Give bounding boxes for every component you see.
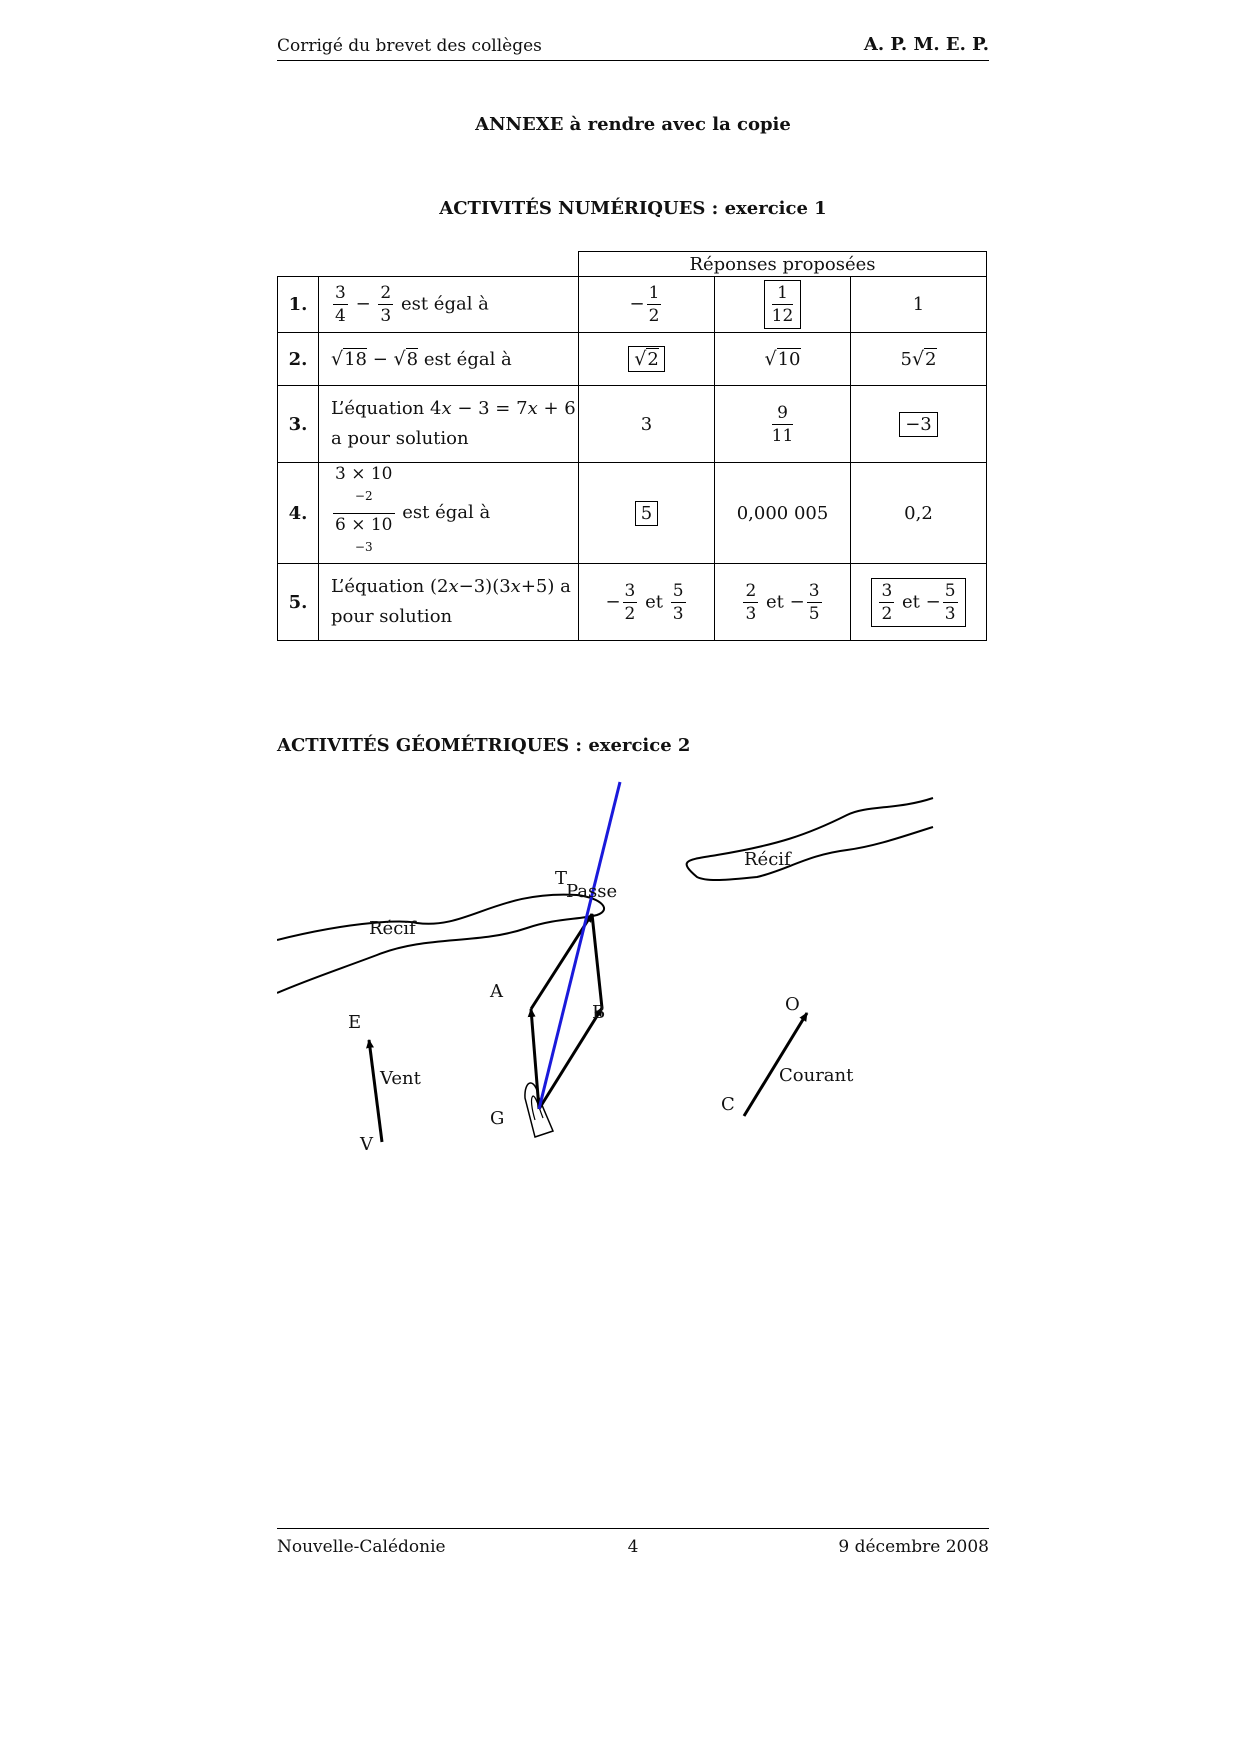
label-b: B <box>592 1002 606 1023</box>
answer-4c: 0,2 <box>851 463 987 564</box>
question-5: L’équation (2x−3)(3x+5) a pour solution <box>319 564 579 641</box>
left-reef <box>277 895 604 993</box>
label-recif-right: Récif <box>744 849 791 870</box>
footer-location: Nouvelle-Calédonie <box>277 1537 446 1557</box>
label-c: C <box>721 1094 735 1115</box>
page-footer <box>277 1528 989 1555</box>
question-4: 3 × 10 $^{-2}$ 6 × 10 $^{-3}$ est égal à <box>319 463 579 564</box>
answer-3c-correct: −3 <box>851 386 987 463</box>
header-apmep: A. P. M. E. P. <box>863 34 989 55</box>
answer-2a-correct: √2 <box>579 333 715 386</box>
vector-gb <box>539 1008 602 1109</box>
label-courant: Courant <box>779 1065 854 1086</box>
answer-2b: √10 <box>715 333 851 386</box>
page-header <box>277 36 989 61</box>
answer-5c-correct: $\frac{3}{2}$ et − $\frac{5}{3}$ <box>851 564 987 641</box>
label-a: A <box>490 981 503 1002</box>
question-3: L’équation 4x − 3 = 7x + 6 a pour solution <box>319 386 579 463</box>
answer-1c: 1 <box>851 277 987 333</box>
table-row <box>278 386 987 463</box>
annex-title: ANNEXE à rendre avec la copie <box>475 114 791 135</box>
label-recif-left: Récif <box>369 918 416 939</box>
geometry-figure <box>277 780 947 1200</box>
label-o: O <box>785 994 800 1015</box>
table-row <box>278 333 987 386</box>
row-number: 5. <box>278 564 319 641</box>
label-g: G <box>490 1108 505 1129</box>
answer-3a: 3 <box>579 386 715 463</box>
label-t: T <box>555 868 568 889</box>
right-reef <box>687 798 933 880</box>
label-e: E <box>348 1012 362 1033</box>
row-number: 2. <box>278 333 319 386</box>
label-vent: Vent <box>380 1068 421 1089</box>
answer-4a-correct: 5 <box>579 463 715 564</box>
vector-ga <box>531 1009 539 1109</box>
footer-date: 9 décembre 2008 <box>838 1537 989 1557</box>
section-numeric-title: ACTIVITÉS NUMÉRIQUES : exercice 1 <box>439 198 827 219</box>
route-line <box>539 782 620 1109</box>
table-row <box>278 463 987 564</box>
answer-3b: $\frac{9}{11}$ <box>715 386 851 463</box>
answer-5a: − $\frac{3}{2}$ et $\frac{5}{3}$ <box>579 564 715 641</box>
answer-2c: 5√2 <box>851 333 987 386</box>
row-number: 1. <box>278 277 319 333</box>
label-passe: Passe <box>566 881 618 902</box>
table-row <box>278 564 987 641</box>
answer-1a: − $\frac{1}{2}$ <box>579 277 715 333</box>
question-1: $\frac{3}{4}$ − $\frac{2}{3}$ est égal à <box>319 277 579 333</box>
question-2: √18 − √8 est égal à <box>319 333 579 386</box>
vector-bt <box>592 914 602 1008</box>
row-number: 3. <box>278 386 319 463</box>
table-row <box>278 277 987 333</box>
label-v: V <box>360 1134 373 1155</box>
answer-4b: 0,000 005 <box>715 463 851 564</box>
answer-5b: $\frac{2}{3}$ et − $\frac{3}{5}$ <box>715 564 851 641</box>
footer-page-number: 4 <box>627 1537 639 1557</box>
table-header: Réponses proposées <box>579 252 987 277</box>
section-geometric-title: ACTIVITÉS GÉOMÉTRIQUES : exercice 2 <box>277 735 691 756</box>
row-number: 4. <box>278 463 319 564</box>
answer-1b-correct: $\frac{1}{12}$ <box>715 277 851 333</box>
header-title: Corrigé du brevet des collèges <box>277 36 542 56</box>
mcq-table <box>277 251 987 641</box>
vector-vent <box>369 1040 382 1142</box>
